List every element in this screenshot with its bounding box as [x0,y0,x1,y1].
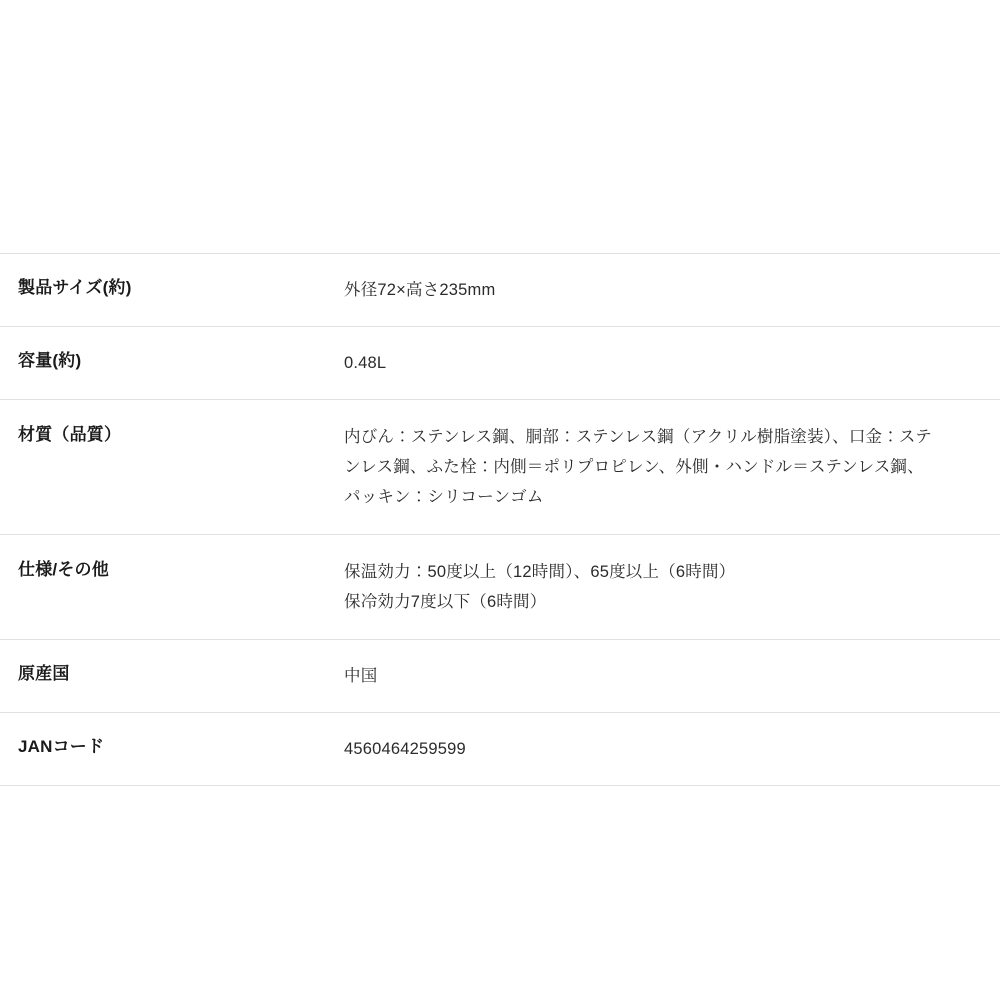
table-row [0,535,1000,640]
spec-value-line: 保冷効力7度以下（6時間） [344,593,547,612]
spec-label-product-size: 製品サイズ(約) [0,254,326,327]
spec-value-product-size [326,254,1000,327]
spec-label-country-of-origin: 原産国 [0,640,326,713]
spec-value-capacity [326,327,1000,400]
spec-label-jan-code: JANコード [0,713,326,786]
spec-value-line: 0.48L [344,354,387,373]
spec-label-material: 材質（品質） [0,400,326,535]
spec-value-jan-code [326,713,1000,786]
table-row [0,713,1000,786]
spec-label-capacity: 容量(約) [0,327,326,400]
spec-value-line: 4560464259599 [344,740,466,759]
table-row [0,640,1000,713]
table-row [0,327,1000,400]
spec-value-country-of-origin [326,640,1000,713]
spec-value-line: 中国 [344,667,378,686]
spec-value-line: 保温効力：50度以上（12時間）、65度以上（6時間） [344,563,736,582]
spec-value-line: 内びん：ステンレス鋼、胴部：ステンレス鋼（アクリル樹脂塗装）、口金：ステンレス鋼、ふた栓：内側＝ポリプロピレン、外側・ハンドル＝ステンレス鋼、パッキン：シリコーンゴム [344,428,932,507]
table-row [0,254,1000,327]
spec-value-line: 外径72×高さ235mm [344,281,496,299]
spec-value-material [326,400,1000,535]
product-spec-table [0,253,1000,786]
table-row [0,400,1000,535]
spec-label-specifications: 仕様/その他 [0,535,326,640]
spec-value-specifications [326,535,1000,640]
